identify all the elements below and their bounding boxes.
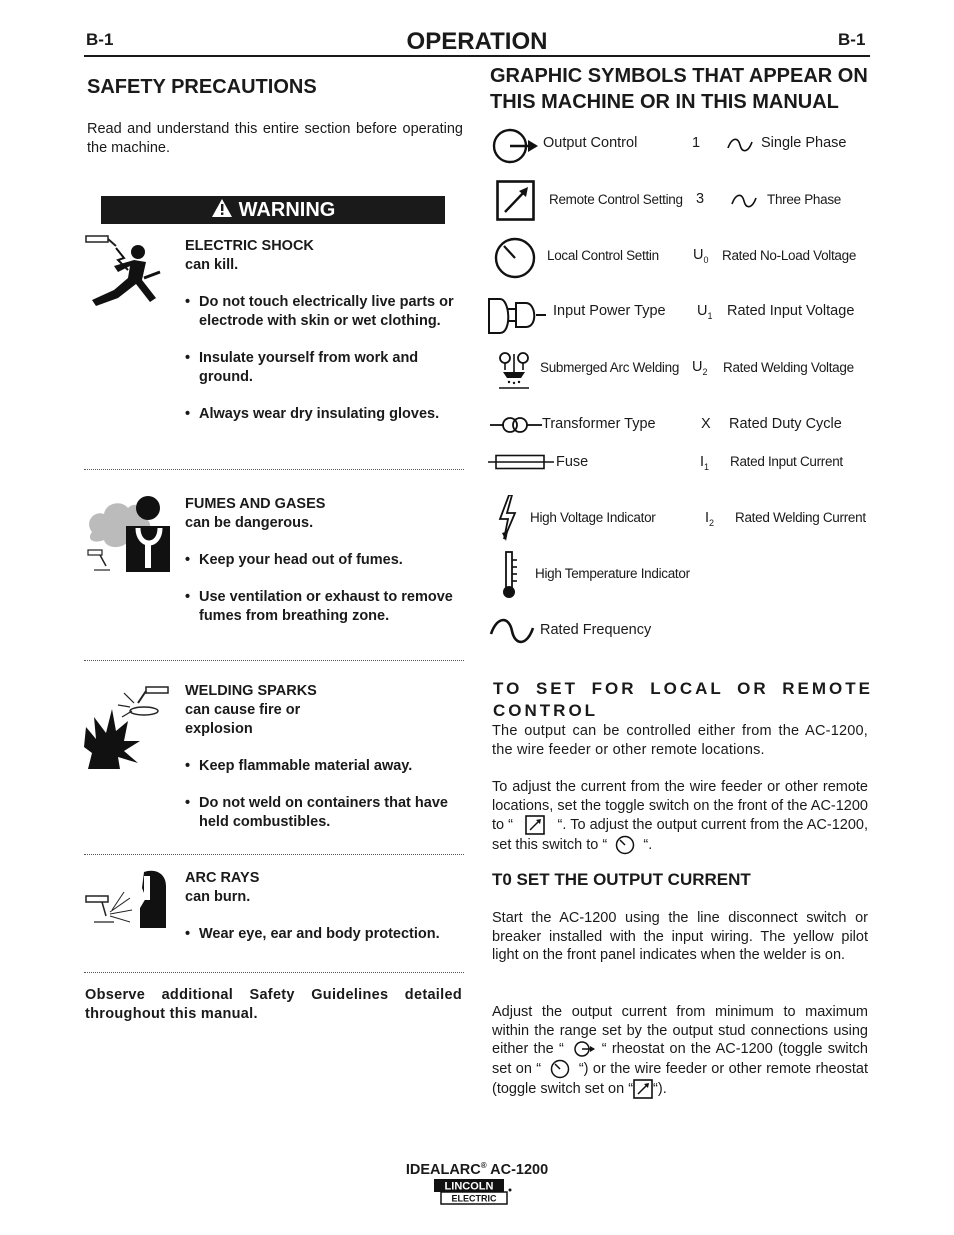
symbol-code: 3 <box>696 191 705 207</box>
high-voltage-icon <box>497 495 519 546</box>
symbol-label: Input Power Type <box>553 303 666 319</box>
divider <box>84 469 464 470</box>
hazard-subtitle: can kill. <box>185 257 239 273</box>
symbol-code: $U_2$ <box>692 359 708 377</box>
hazard-title: ARC RAYS <box>185 870 260 886</box>
sine-wave-icon <box>727 138 753 157</box>
symbol-code: $U_1$ <box>697 303 713 321</box>
remote-control-icon <box>525 815 545 835</box>
symbol-code: $I_1$ <box>700 454 710 472</box>
warning-label: WARNING <box>238 199 336 221</box>
symbol-label: High Voltage Indicator <box>530 510 656 525</box>
symbol-label: Transformer Type <box>542 416 656 432</box>
svg-text:ELECTRIC: ELECTRIC <box>451 1193 497 1204</box>
local-control-icon <box>615 835 635 855</box>
symbol-label: Single Phase <box>761 135 847 151</box>
hazard-title: ELECTRIC SHOCK <box>185 238 314 254</box>
input-power-icon <box>486 295 550 342</box>
output-control-icon <box>492 127 540 170</box>
hazard-arc-rays <box>185 869 460 944</box>
hazard-title: WELDING SPARKS <box>185 683 317 699</box>
hazard-subtitle: can burn. <box>185 889 251 905</box>
hazard-bullet: • Keep flammable material away. <box>185 757 460 776</box>
remote-control-icon <box>496 180 536 227</box>
divider <box>84 660 464 661</box>
symbol-label: Remote Control Setting <box>549 192 683 207</box>
output-control-icon <box>574 1040 596 1058</box>
page-code-right: B-1 <box>838 30 866 49</box>
svg-text:LINCOLN: LINCOLN <box>444 1180 494 1193</box>
local-control-icon <box>550 1059 570 1079</box>
remote-control-icon <box>633 1079 653 1099</box>
local-remote-heading: TO SET FOR LOCAL OR REMOTE CONTROL <box>493 679 873 720</box>
symbols-heading: GRAPHIC SYMBOLS THAT APPEAR ON THIS MACHINE OR IN THIS MANUAL <box>490 65 868 113</box>
safety-closing: Observe additional Safety Guidelines detailed throughout this manual. <box>85 987 462 1022</box>
hazard-title: FUMES AND GASES <box>185 496 326 512</box>
hazard-fumes-gases <box>185 495 460 626</box>
symbol-label: Rated No-Load Voltage <box>722 248 857 263</box>
symbol-label: Rated Input Voltage <box>727 303 855 319</box>
page-code-left: B-1 <box>86 30 114 49</box>
hazard-bullet: • Do not weld on containers that have held combustibles. <box>185 794 460 832</box>
output-current-heading: T0 SET THE OUTPUT CURRENT <box>492 870 751 889</box>
hazard-welding-sparks <box>185 682 460 832</box>
header-rule <box>84 55 870 57</box>
hazard-bullet: • Use ventilation or exhaust to remove fumes from breathing zone. <box>185 588 460 626</box>
local-remote-p1: The output can be controlled either from the AC-1200, the wire feeder or other remote locations. <box>492 723 868 758</box>
symbol-label: Submerged Arc Welding <box>540 360 680 375</box>
divider <box>84 972 464 973</box>
page-title: OPERATION <box>406 28 548 55</box>
symbol-code: 1 <box>692 135 701 151</box>
warning-banner <box>101 196 445 224</box>
submerged-arc-icon <box>497 350 533 397</box>
electric-shock-icon <box>84 232 172 327</box>
symbol-label: Three Phase <box>767 192 841 207</box>
hazard-bullet: • Always wear dry insulating gloves. <box>185 405 460 424</box>
hazard-subtitle: can cause fire or explosion <box>185 702 301 737</box>
warning-triangle-icon <box>211 198 233 226</box>
sine-wave-icon <box>731 194 757 213</box>
hazard-bullet: • Wear eye, ear and body protection. <box>185 925 460 944</box>
output-current-p2: Adjust the output current from minimum to maximum within the range set by the output stud connections using either the “ “ rheostat on the AC-1200 (toggle switch set on “ “) or the wire feeder or other remote rheostat (toggle switch set on “ “). <box>492 1003 868 1099</box>
local-control-icon <box>494 237 536 284</box>
symbol-label: Fuse <box>556 454 589 470</box>
rated-frequency-icon <box>489 618 535 649</box>
safety-heading: SAFETY PRECAUTIONS <box>87 76 317 98</box>
fumes-gases-icon <box>84 492 176 579</box>
high-temperature-icon <box>500 550 520 605</box>
transformer-icon <box>490 415 542 440</box>
symbol-label: Rated Welding Voltage <box>723 360 854 375</box>
symbol-label: High Temperature Indicator <box>535 566 690 581</box>
output-current-p1: Start the AC-1200 using the line disconnect switch or breaker installed with the input wiring. The yellow pilot light on the front panel indicates when the welder is on. <box>492 910 868 963</box>
symbol-label: Rated Frequency <box>540 622 652 638</box>
safety-intro: Read and understand this entire section before operating the machine. <box>87 121 463 156</box>
hazard-bullet: • Keep your head out of fumes. <box>185 551 460 570</box>
local-remote-p2: To adjust the current from the wire feeder or other remote locations, set the toggle switch on the front of the AC-1200 to “ “. To adjust the output current from the AC-1200, set this switch to “ “. <box>492 778 868 855</box>
divider <box>84 854 464 855</box>
hazard-electric-shock <box>185 237 460 424</box>
hazard-subtitle: can be dangerous. <box>185 515 314 531</box>
lincoln-electric-logo <box>433 1178 525 1206</box>
symbol-label: Rated Input Current <box>730 454 843 469</box>
hazard-bullet: • Insulate yourself from work and ground. <box>185 349 460 387</box>
footer-product: IDEALARC® AC-1200 <box>405 1161 549 1178</box>
welding-sparks-icon <box>84 683 178 776</box>
symbol-code: $U_0$ <box>693 247 709 265</box>
fuse-icon <box>488 454 556 475</box>
symbol-label: Rated Duty Cycle <box>729 416 842 432</box>
hazard-bullet: • Do not touch electrically live parts or electrode with skin or wet clothing. <box>185 293 460 331</box>
arc-rays-icon <box>84 868 176 935</box>
symbol-label: Rated Welding Current <box>735 510 866 525</box>
symbol-label: Output Control <box>543 135 638 151</box>
symbol-code: X <box>701 416 711 432</box>
symbol-label: Local Control Settin <box>547 248 659 263</box>
symbol-code: $I_2$ <box>705 510 715 528</box>
